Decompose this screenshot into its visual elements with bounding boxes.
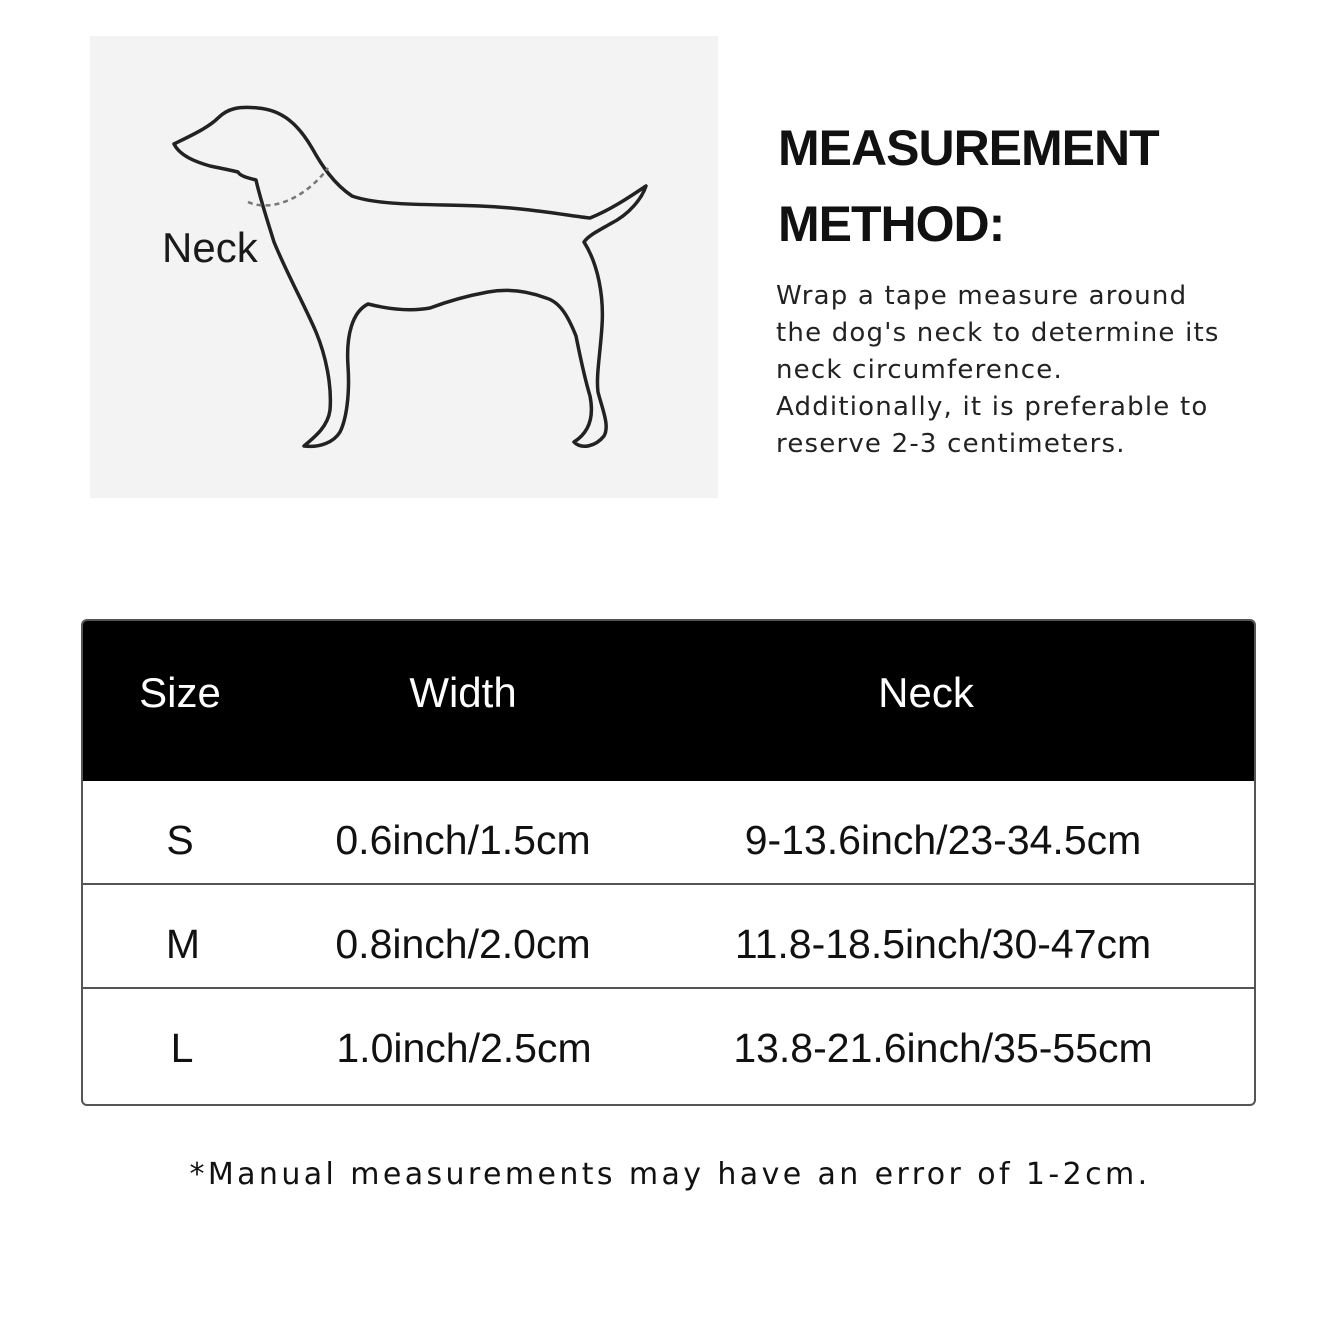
description-line: Wrap a tape measure around [776, 281, 1188, 311]
heading-line: MEASUREMENT [778, 120, 1159, 176]
description-line: Additionally, it is preferable to [776, 392, 1209, 422]
cell-width: 0.6inch/1.5cm [335, 817, 591, 863]
cell-width: 1.0inch/2.5cm [336, 1025, 592, 1071]
measurement-method-heading [778, 110, 1298, 262]
header-neck: Neck [878, 669, 974, 716]
description-line: neck circumference. [776, 355, 1063, 385]
dog-illustration-panel [90, 36, 718, 498]
cell-neck: 13.8-21.6inch/35-55cm [733, 1025, 1153, 1071]
table-row [83, 781, 1254, 885]
cell-size: M [165, 921, 201, 967]
table-row [83, 885, 1254, 989]
cell-size: L [170, 1025, 194, 1071]
neck-label: Neck [162, 224, 258, 271]
table-row [83, 989, 1254, 1093]
heading-line: METHOD: [778, 196, 1005, 252]
table-header [83, 621, 1254, 781]
footnote: *Manual measurements may have an error of 1-2cm. [189, 1157, 1151, 1192]
cell-width: 0.8inch/2.0cm [335, 921, 591, 967]
size-table [81, 619, 1256, 1106]
cell-neck: 9-13.6inch/23-34.5cm [744, 817, 1142, 863]
header-size: Size [139, 669, 221, 716]
cell-size: S [166, 817, 194, 863]
description-line: the dog's neck to determine its [776, 318, 1220, 348]
cell-neck: 11.8-18.5inch/30-47cm [734, 921, 1152, 967]
description-line: reserve 2-3 centimeters. [776, 429, 1126, 459]
measurement-description [776, 278, 1296, 463]
header-width: Width [409, 669, 517, 716]
